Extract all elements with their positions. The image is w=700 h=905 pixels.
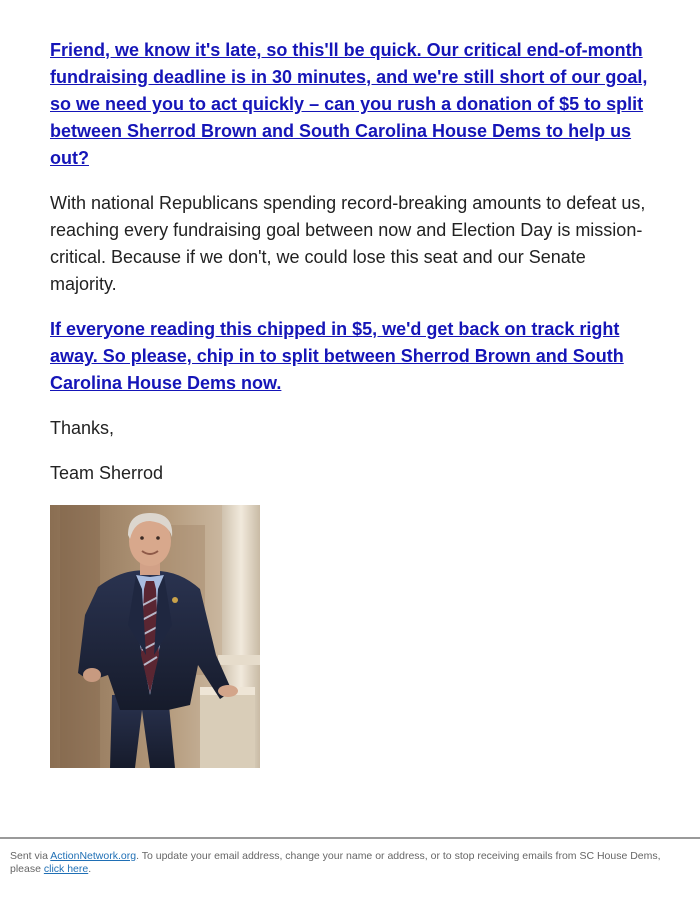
donation-link-secondary[interactable]: If everyone reading this chipped in $5, we'd get back on track right away. So please, chip in to split between Sherrod Brown and South Carolina House Dems now. [50,319,624,393]
donation-appeal-paragraph [50,37,655,172]
unsubscribe-click-here-link[interactable]: click here [43,863,89,875]
footer-divider [0,837,700,839]
email-body [50,37,655,768]
footer-middle-text: . To update your email address, change your name or address, or to stop receiving emails from SC House Dems, please [10,850,661,875]
closing-text: Thanks, [50,418,115,438]
sherrod-brown-photo [50,505,260,768]
body-paragraph: With national Republicans spending record-breaking amounts to defeat us, reaching every fundraising goal between now and Election Day is mission-critical. Because if we don't, we could lose this seat and our Senate majority. [50,193,646,294]
footer-prefix: Sent via [10,850,51,862]
footer-suffix: . [88,863,92,875]
chip-in-paragraph [50,316,655,397]
action-network-link[interactable]: ActionNetwork.org [50,850,137,862]
email-footer [10,850,670,876]
donation-link-primary[interactable]: Friend, we know it's late, so this'll be quick. Our critical end-of-month fundraising deadline is in 30 minutes, and we're still short of our goal, so we need you to act quickly – can you rush a donation of $5 to split between Sherrod Brown and South Carolina House Dems to help us out? [50,40,648,168]
signature-text: Team Sherrod [50,463,164,483]
